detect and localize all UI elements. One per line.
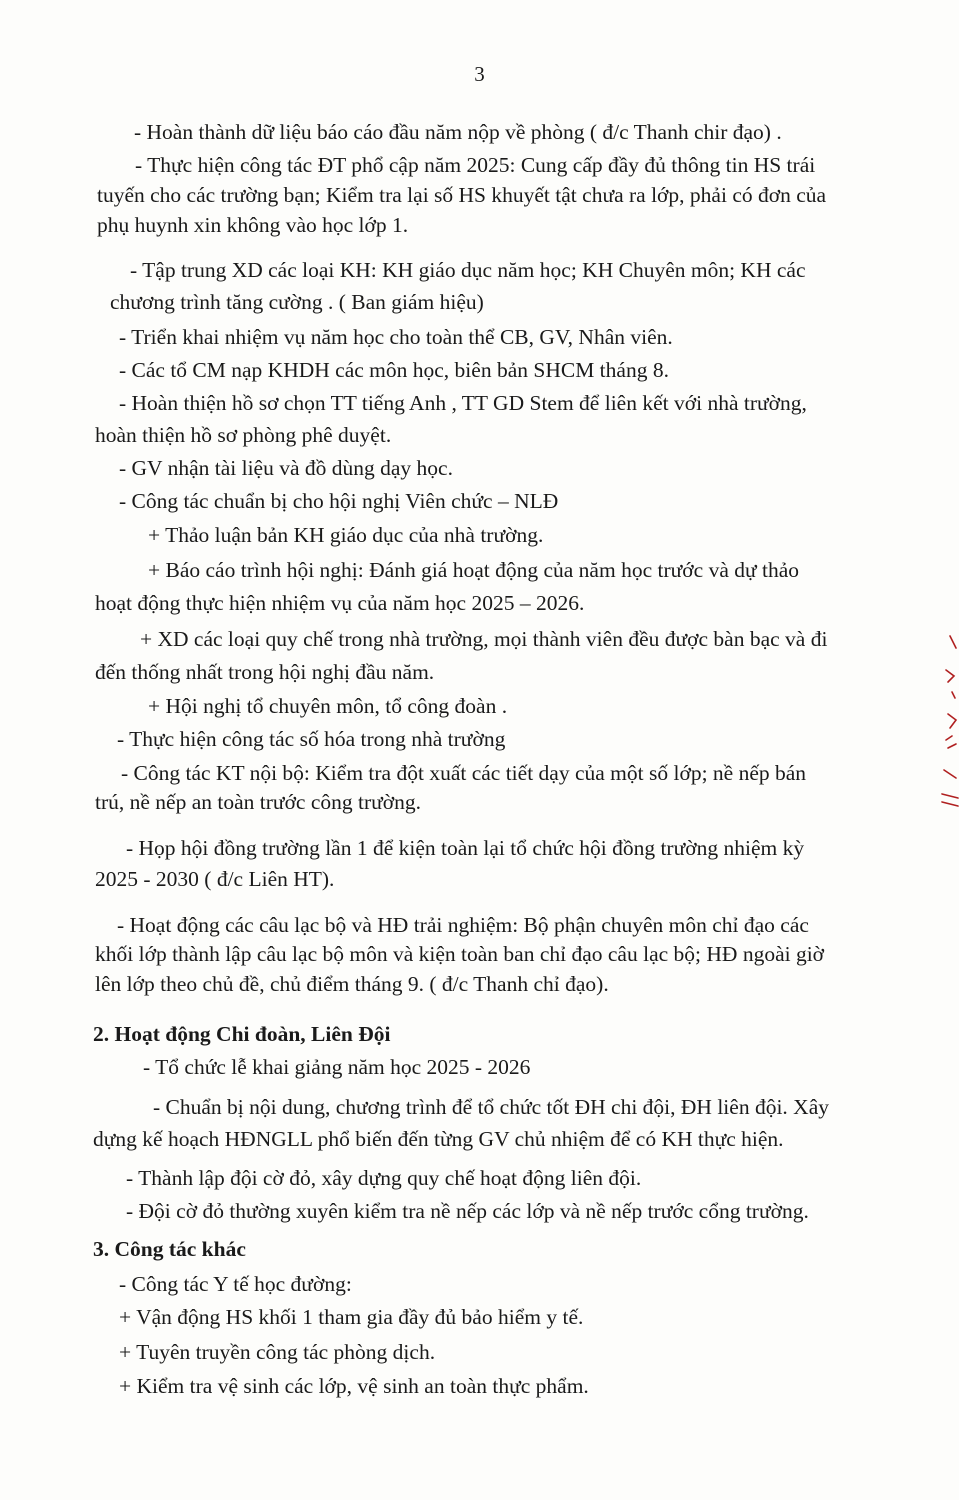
text-line: - Tổ chức lễ khai giảng năm học 2025 - 2026 — [143, 1055, 531, 1079]
text-line: - Hoàn thành dữ liệu báo cáo đầu năm nộp về phòng ( đ/c Thanh chir đạo) . — [134, 120, 782, 144]
text-line: - Đội cờ đỏ thường xuyên kiểm tra nề nếp các lớp và nề nếp trước cổng trường. — [126, 1199, 809, 1223]
text-line: + Thảo luận bản KH giáo dục của nhà trường. — [148, 523, 544, 547]
text-line: + Tuyên truyền công tác phòng dịch. — [119, 1340, 436, 1364]
section-heading: 2. Hoạt động Chi đoàn, Liên Đội — [93, 1022, 391, 1046]
text-line: khối lớp thành lập câu lạc bộ môn và kiện toàn ban chỉ đạo câu lạc bộ; HĐ ngoài giờ — [95, 942, 825, 966]
text-line: lên lớp theo chủ đề, chủ điểm tháng 9. ( đ/c Thanh chỉ đạo). — [95, 972, 609, 996]
text-line: + Báo cáo trình hội nghị: Đánh giá hoạt động của năm học trước và dự thảo — [148, 558, 800, 582]
text-line: 2025 - 2030 ( đ/c Liên HT). — [95, 867, 335, 891]
text-line: - Chuẩn bị nội dung, chương trình để tổ chức tốt ĐH chi đội, ĐH liên đội. Xây — [153, 1095, 829, 1119]
text-line: phụ huynh xin không vào học lớp 1. — [97, 213, 409, 237]
text-line: - Thực hiện công tác số hóa trong nhà trường — [117, 727, 506, 751]
text-line: - Công tác KT nội bộ: Kiểm tra đột xuất các tiết dạy của một số lớp; nề nếp bán — [121, 761, 807, 785]
text-line: - Hoạt động các câu lạc bộ và HĐ trải nghiệm: Bộ phận chuyên môn chỉ đạo các — [117, 913, 809, 937]
text-line: - Công tác chuẩn bị cho hội nghị Viên chức – NLĐ — [119, 489, 559, 513]
text-line: + Hội nghị tổ chuyên môn, tổ công đoàn . — [148, 694, 508, 718]
text-line: hoàn thiện hồ sơ phòng phê duyệt. — [95, 423, 392, 447]
text-line: - GV nhận tài liệu và đồ dùng dạy học. — [119, 456, 453, 480]
text-line: đến thống nhất trong hội nghị đầu năm. — [95, 660, 435, 684]
text-line: - Hoàn thiện hồ sơ chọn TT tiếng Anh , TT GD Stem để liên kết với nhà trường, — [119, 391, 807, 415]
text-line: + Kiểm tra vệ sinh các lớp, vệ sinh an toàn thực phẩm. — [119, 1374, 589, 1398]
text-line: - Triển khai nhiệm vụ năm học cho toàn thể CB, GV, Nhân viên. — [119, 325, 673, 349]
text-line: - Thành lập đội cờ đỏ, xây dựng quy chế hoạt động liên đội. — [126, 1166, 642, 1190]
text-line: - Các tổ CM nạp KHDH các môn học, biên bản SHCM tháng 8. — [119, 358, 669, 382]
text-line: - Công tác Y tế học đường: — [119, 1272, 352, 1296]
page-number: 3 — [474, 62, 485, 86]
text-line: + XD các loại quy chế trong nhà trường, mọi thành viên đều được bàn bạc và đi — [140, 627, 828, 651]
section-heading: 3. Công tác khác — [93, 1237, 246, 1261]
text-line: chương trình tăng cường . ( Ban giám hiệu) — [110, 290, 484, 314]
text-line: - Thực hiện công tác ĐT phổ cập năm 2025: Cung cấp đầy đủ thông tin HS trái — [135, 153, 816, 177]
margin-ink-marks — [936, 630, 959, 820]
text-line: trú, nề nếp an toàn trước công trường. — [95, 790, 422, 814]
text-line: dựng kế hoạch HĐNGLL phổ biến đến từng GV chủ nhiệm để có KH thực hiện. — [93, 1127, 784, 1151]
text-line: - Tập trung XD các loại KH: KH giáo dục năm học; KH Chuyên môn; KH các — [130, 258, 806, 282]
text-line: - Họp hội đồng trường lần 1 để kiện toàn lại tổ chức hội đồng trường nhiệm kỳ — [126, 836, 805, 860]
text-line: hoạt động thực hiện nhiệm vụ của năm học 2025 – 2026. — [95, 591, 585, 615]
text-line: tuyến cho các trường bạn; Kiểm tra lại số HS khuyết tật chưa ra lớp, phải có đơn của — [97, 183, 827, 207]
text-line: + Vận động HS khối 1 tham gia đầy đủ bảo hiểm y tế. — [119, 1305, 584, 1329]
